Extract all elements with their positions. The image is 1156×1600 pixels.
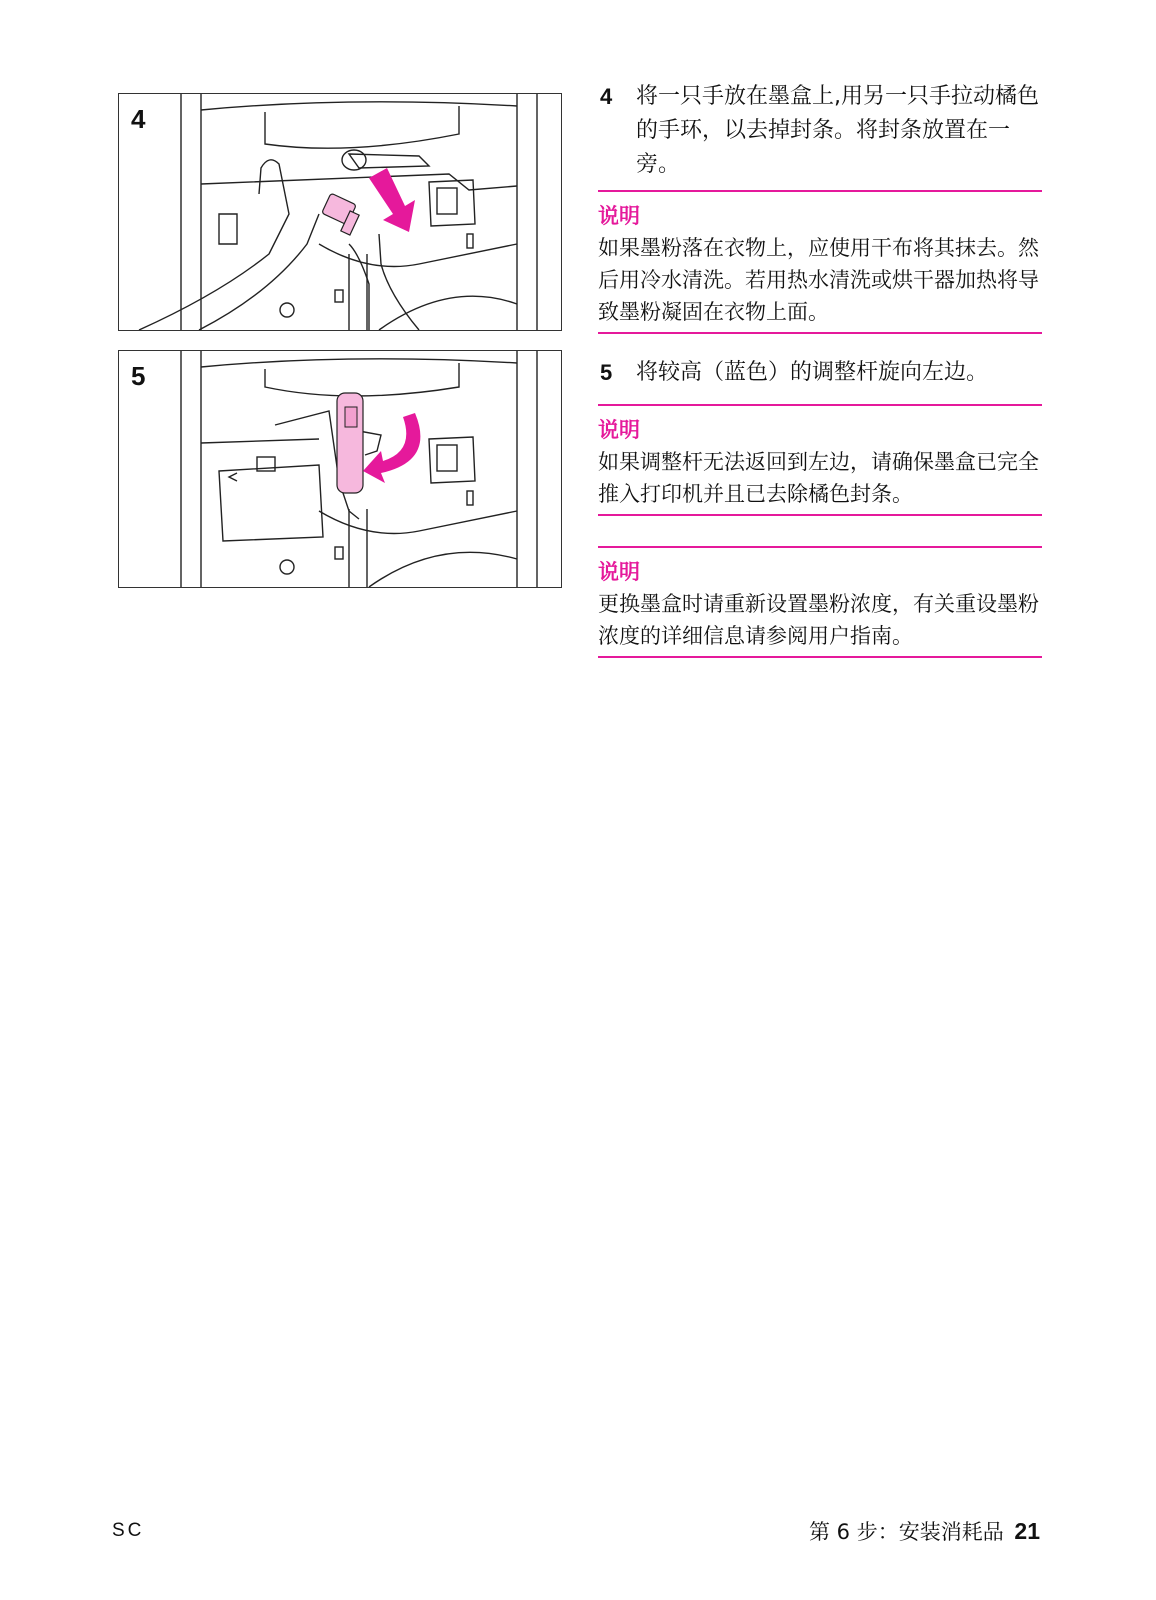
footer-language-code: SC (112, 1520, 145, 1541)
step-text: 将一只手放在墨盒上,用另一只手拉动橘色的手环，以去掉封条。将封条放置在一旁。 (636, 84, 1039, 177)
step-text: 将较高（蓝色）的调整杆旋向左边。 (636, 360, 989, 385)
step-4-instruction (600, 80, 1040, 182)
figure-label: 4 (131, 104, 146, 134)
footer-section (809, 1516, 1040, 1546)
step-number: 4 (600, 84, 613, 109)
step-5-instruction (600, 356, 1040, 390)
illustration-rotate-lever (119, 351, 561, 587)
note-toner-on-clothes (598, 190, 1042, 334)
note-body: 如果墨粉落在衣物上，应使用干布将其抹去。然后用冷水清洗。若用热水清洗或烘干器加热将导致墨粉凝固在衣物上面。 (598, 236, 1039, 324)
note-title: 说明 (598, 560, 640, 584)
note-toner-density (598, 546, 1042, 658)
note-body: 更换墨盒时请重新设置墨粉浓度，有关重设墨粉浓度的详细信息请参阅用户指南。 (598, 592, 1039, 648)
page-number: 21 (1014, 1518, 1040, 1544)
note-title: 说明 (598, 204, 640, 228)
footer-section-title: 第 6 步：安装消耗品 (809, 1520, 1004, 1544)
figure-label: 5 (131, 361, 146, 391)
figure-step-4 (118, 93, 562, 331)
note-lever-not-returning (598, 404, 1042, 516)
step-number: 5 (600, 360, 613, 385)
note-body: 如果调整杆无法返回到左边，请确保墨盒已完全推入打印机并且已去除橘色封条。 (598, 450, 1039, 506)
illustration-remove-seal (119, 94, 561, 330)
figure-step-5 (118, 350, 562, 588)
note-title: 说明 (598, 418, 640, 442)
